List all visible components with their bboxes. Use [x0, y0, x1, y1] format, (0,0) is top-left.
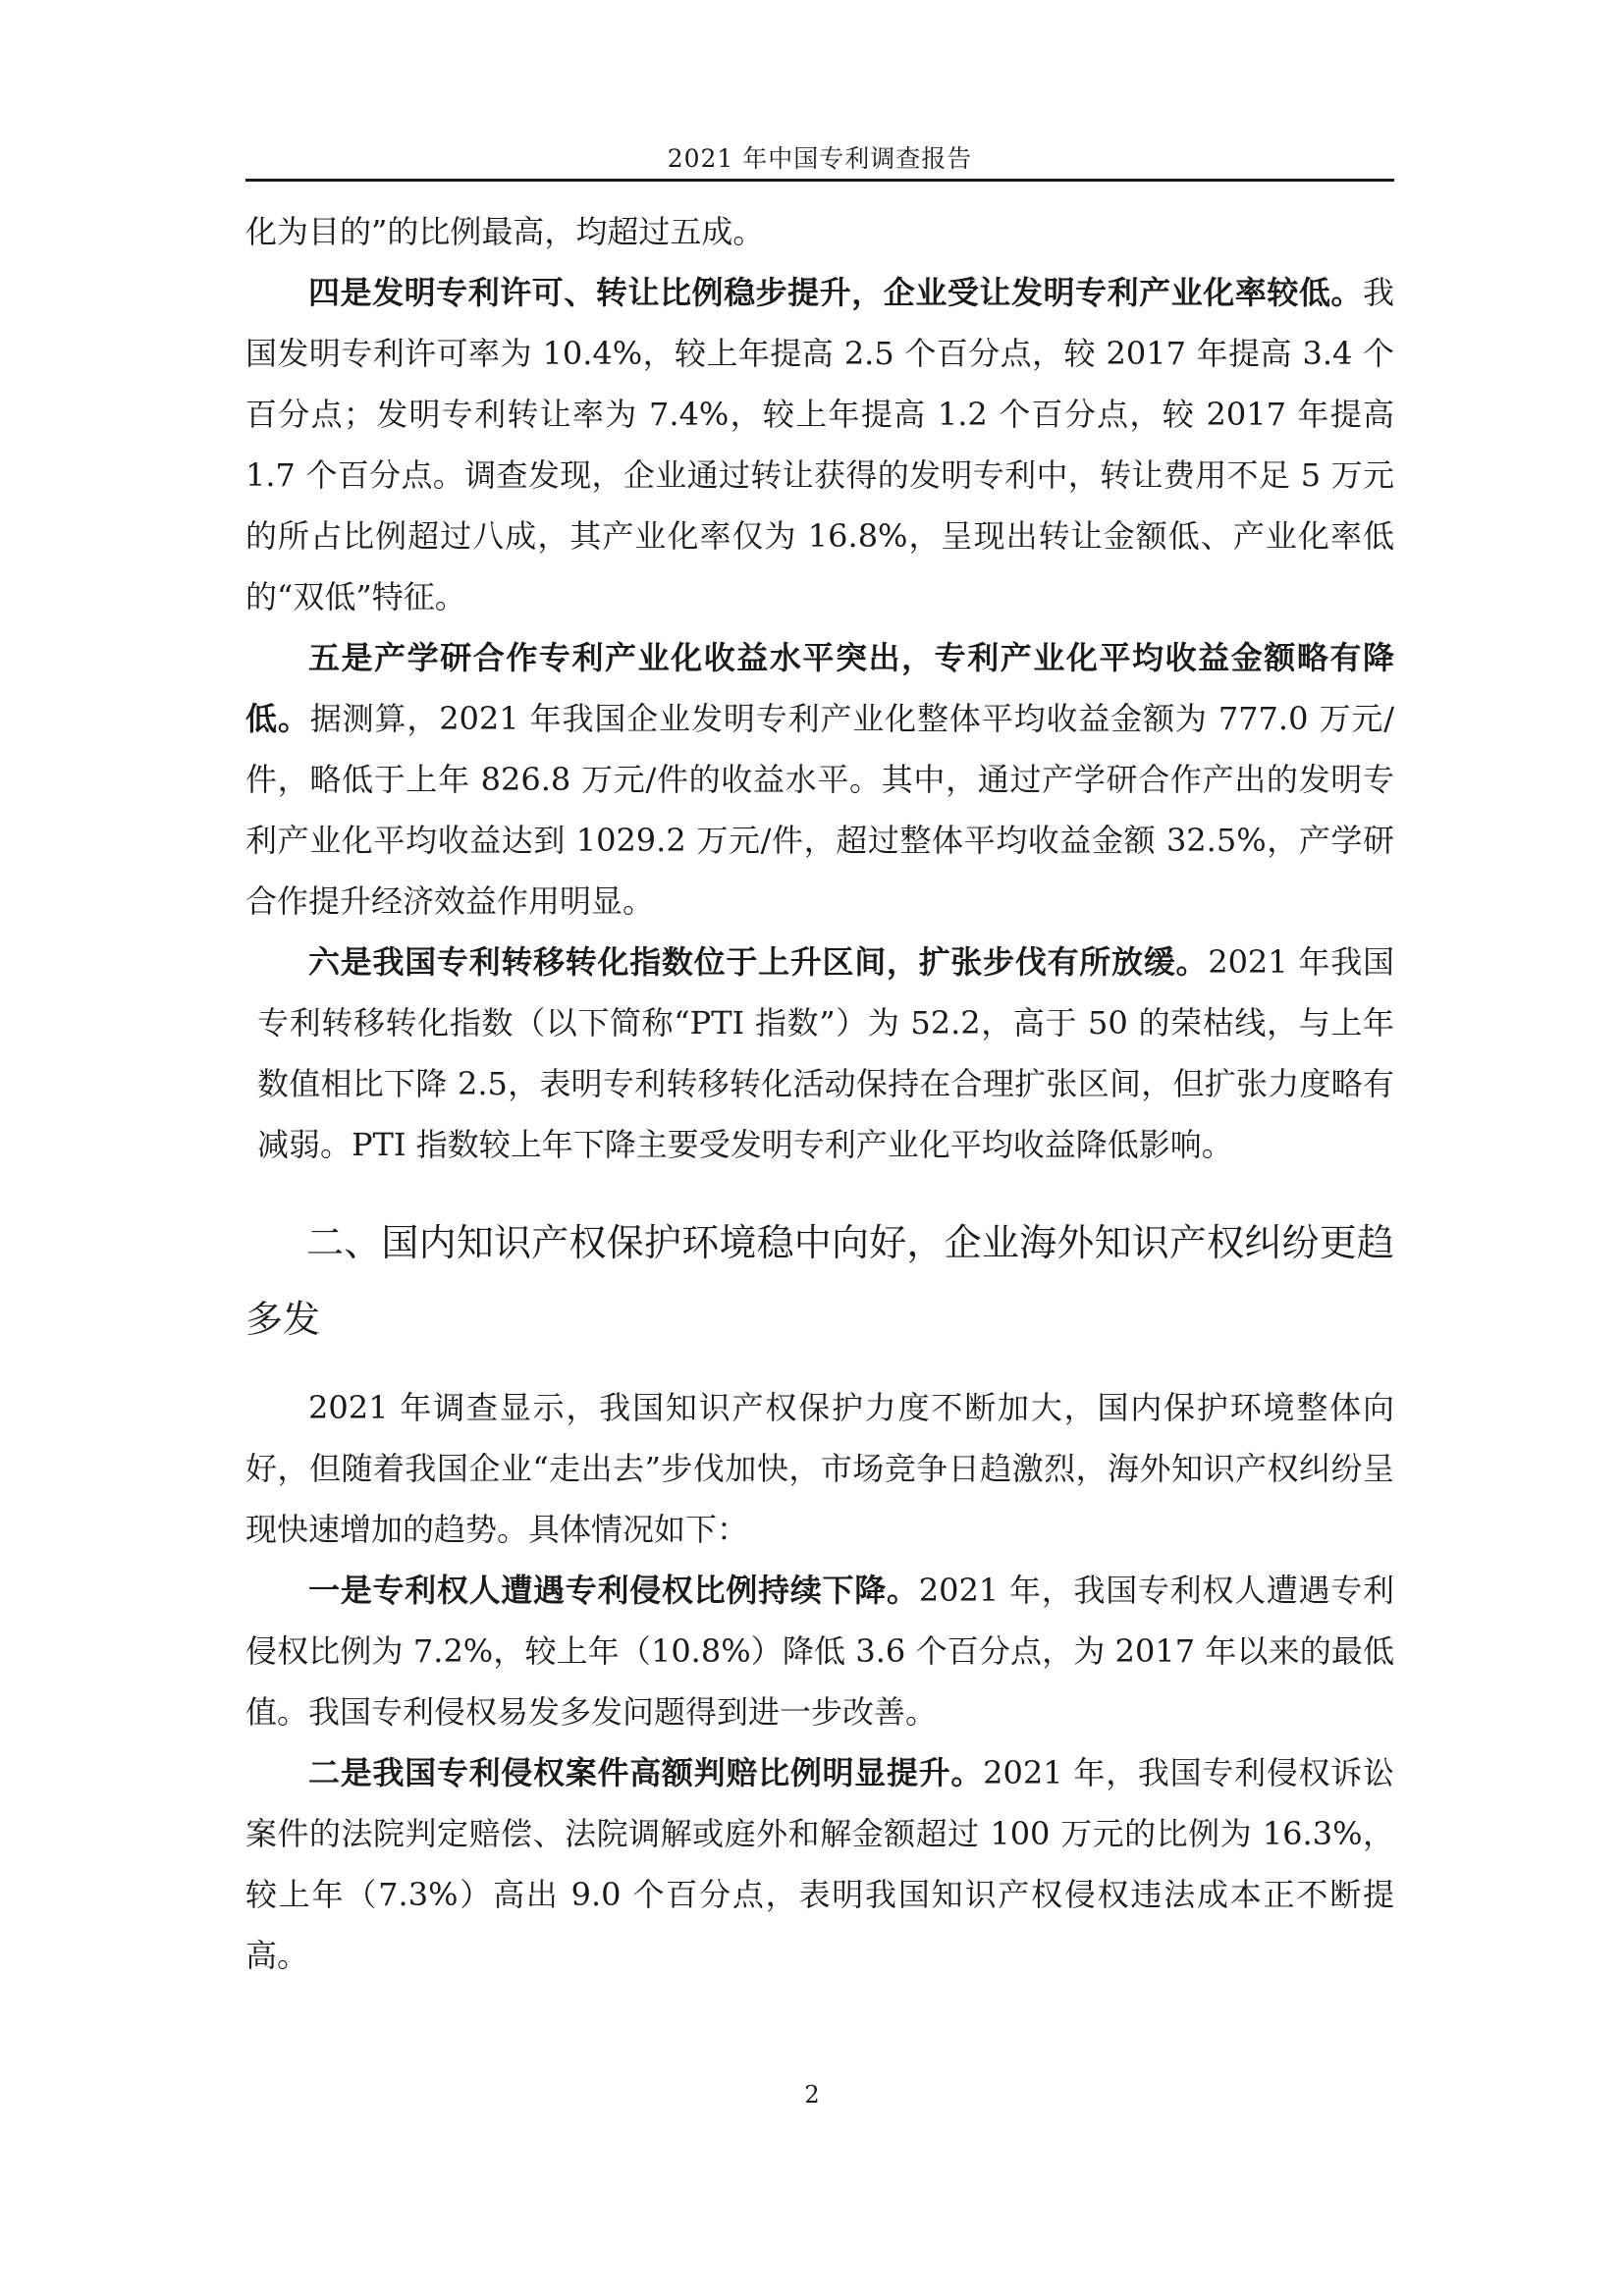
paragraph-lead: 六是我国专利转移转化指数位于上升区间，扩张步伐有所放缓。 [308, 943, 1209, 981]
paragraph-text: 2021 年，我国专利权人遭遇专利侵权比例为 7.2%，较上年（10.8%）降低 3.6 个百分点，为 2017 年以来的最低值。我国专利侵权易发多发问题得到进一步改善。 [245, 1572, 1394, 1731]
paragraph-text: 2021 年我国专利转移转化指数（以下简称“PTI 指数”）为 52.2，高于 50 的荣枯线，与上年数值相比下降 2.5，表明专利转移转化活动保持在合理扩张区间，但扩张力度略有减弱。PTI 指数较上年下降主要受发明专利产业化平均收益降低影响。 [257, 943, 1394, 1163]
paragraph-high-damages [245, 1742, 1394, 1986]
paragraph-license-transfer [245, 262, 1394, 627]
paragraph-text: 据测算，2021 年我国企业发明专利产业化整体平均收益金额为 777.0 万元/件，略低于上年 826.8 万元/件的收益水平。其中，通过产学研合作产出的发明专利产业化平均收益达到 1029.2 万元/件，超过整体平均收益金额 32.5%，产学研合作提升经济效益作用明显。 [245, 700, 1394, 920]
paragraph-lead: 二是我国专利侵权案件高额判赔比例明显提升。 [308, 1754, 984, 1791]
paragraph-text: 化为目的”的比例最高，均超过五成。 [245, 213, 765, 250]
header-rule [245, 179, 1394, 182]
paragraph-lead: 四是发明专利许可、转让比例稳步提升，企业受让发明专利产业化率较低。 [308, 274, 1363, 311]
paragraph-text: 我国发明专利许可率为 10.4%，较上年提高 2.5 个百分点，较 2017 年提高 3.4 个百分点；发明专利转让率为 7.4%，较上年提高 1.2 个百分点，较 2017 年提高 1.7 个百分点。调查发现，企业通过转让获得的发明专利中，转让费用不足 5 万元的所占比例超过八成，其产业化率仅为 16.8%，呈现出转让金额低、产业化率低的“双低”特征。 [245, 274, 1394, 615]
paragraph-lead: 一是专利权人遭遇专利侵权比例持续下降。 [308, 1572, 919, 1609]
paragraph-industrialization-revenue [245, 627, 1394, 932]
paragraph-text: 2021 年调查显示，我国知识产权保护力度不断加大，国内保护环境整体向好，但随着我国企业“走出去”步伐加快，市场竞争日趋激烈，海外知识产权纠纷呈现快速增加的趋势。具体情况如下： [245, 1389, 1394, 1548]
section-heading: 二、国内知识产权保护环境稳中向好，企业海外知识产权纠纷更趋多发 [245, 1221, 1394, 1341]
paragraph-pti-index [245, 932, 1394, 1175]
paragraph-text: 2021 年，我国专利侵权诉讼案件的法院判定赔偿、法院调解或庭外和解金额超过 100 万元的比例为 16.3%，较上年（7.3%）高出 9.0 个百分点，表明我国知识产权侵权违法成本正不断提高。 [245, 1754, 1394, 1974]
document-body [245, 201, 1394, 1986]
paragraph-lead: 五是产学研合作专利产业化收益水平突出，专利产业化平均收益金额略有降低。 [245, 639, 1394, 737]
page-number: 2 [804, 2081, 820, 2109]
continued-paragraph [245, 201, 1394, 262]
paragraph-infringement-rate [245, 1560, 1394, 1742]
running-header: 2021 年中国专利调查报告 [667, 144, 973, 173]
paragraph-section-intro [245, 1377, 1394, 1560]
